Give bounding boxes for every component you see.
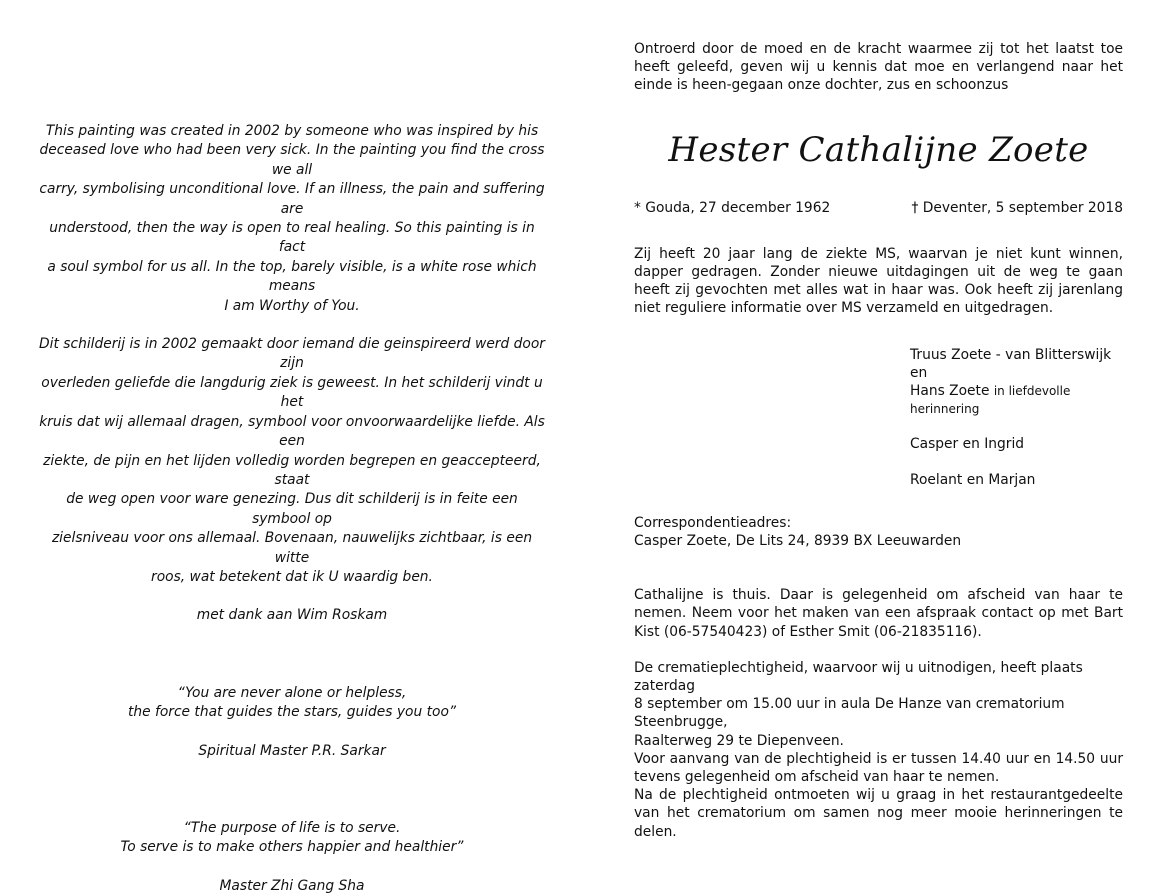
deceased-name: Hester Cathalijne Zoete [668, 129, 1089, 170]
family-signatures [910, 346, 1123, 489]
painting-text-nl-line: overleden geliefde die langdurig ziek is geweest. In het schilderij vindt u het [41, 374, 543, 411]
painting-text-en-line: I am Worthy of You. [224, 297, 360, 314]
family-line-2-name: Hans Zoete [910, 383, 990, 400]
painting-text-nl-line: de weg open voor ware genezing. Dus dit schilderij is in feite een symbool op [66, 491, 518, 527]
ceremony-line: Raalterweg 29 te Diepenveen. [634, 732, 844, 749]
painting-text-nl-line: kruis dat wij allemaal dragen, symbool voor onvoorwaardelijke liefde. Als een [39, 413, 545, 450]
left-page [36, 122, 548, 896]
quote-2-author: Master Zhi Gang Sha [219, 877, 365, 894]
right-page [634, 40, 1123, 841]
bio-paragraph: Zij heeft 20 jaar lang de ziekte MS, waarvan je niet kunt winnen, dapper gedragen. Zonder nieuwe uitdagingen uit de weg te gaan heeft zij gevochten met alles wat in haar was. Ook heeft zij jarenlang niet reguliere informatie over MS verzameld en uitgedragen. [634, 245, 1123, 317]
painting-text-en-line: understood, then the way is open to real healing. So this painting is in fact [49, 220, 535, 256]
quote-1-author: Spiritual Master P.R. Sarkar [198, 742, 386, 759]
home-paragraph: Cathalijne is thuis. Daar is gelegenheid om afscheid van haar te nemen. Neem voor het maken van een afspraak contact op met Bart Kist (06-57540423) of Esther Smit (06-21835116). [634, 587, 1123, 640]
ceremony-line: De crematieplechtigheid, waarvoor wij u uitnodigen, heeft plaats zaterdag [634, 659, 1083, 695]
family-line-2-note: in liefdevolle herinnering [910, 384, 1071, 417]
quote-1-line: “You are never alone or helpless, [177, 684, 407, 701]
correspondence-label: Correspondentieadres: [634, 514, 792, 531]
family-line-1: Truus Zoete - van Blitterswijk en [910, 346, 1112, 381]
dates-row [634, 199, 1123, 217]
ceremony-line: 8 september om 15.00 uur in aula De Hanze van crematorium Steenbrugge, [634, 696, 1065, 731]
painting-text-en-line: carry, symbolising unconditional love. If an illness, the pain and suffering are [39, 181, 545, 217]
family-line-4: Roelant en Marjan [910, 471, 1036, 488]
painting-text-nl-line: ziekte, de pijn en het lijden volledig worden begrepen en geaccepteerd, staat [43, 452, 541, 488]
painting-text-en-line: deceased love who had been very sick. In the painting you find the cross we all [39, 142, 545, 178]
ceremony-paragraph [634, 659, 1123, 750]
intro-paragraph: Ontroerd door de moed en de kracht waarmee zij tot het laatst toe heeft geleefd, geven wij u kennis dat moe en verlangend naar het einde is heen-gegaan onze dochter, zus en schoonzus [634, 41, 1123, 94]
after-paragraph: Na de plechtigheid ontmoeten wij u graag in het restaurantgedeelte van het crematorium om samen nog meer mooie herinneringen te delen. [634, 787, 1123, 840]
farewell-paragraph: Voor aanvang van de plechtigheid is er tussen 14.40 uur en 14.50 uur tevens gelegenheid om afscheid van haar te nemen. [634, 750, 1123, 786]
correspondence-address: Casper Zoete, De Lits 24, 8939 BX Leeuwarden [634, 533, 962, 550]
quote-2-line: To serve is to make others happier and healthier” [120, 839, 464, 856]
correspondence-block [634, 514, 1123, 550]
painting-text-nl-line: Dit schilderij is in 2002 gemaakt door iemand die geinspireerd werd door zijn [39, 336, 545, 372]
painting-text-en-line: This painting was created in 2002 by someone who was inspired by his [45, 123, 539, 139]
family-line [910, 346, 1123, 419]
family-line-3: Casper en Ingrid [910, 436, 1025, 453]
quote-2-line: “The purpose of life is to serve. [183, 819, 401, 836]
quote-1-line: the force that guides the stars, guides you too” [127, 704, 457, 721]
birth-date: * Gouda, 27 december 1962 [634, 199, 831, 216]
death-date: † Deventer, 5 september 2018 [911, 199, 1123, 216]
painting-text-nl-line: roos, wat betekent dat ik U waardig ben. [151, 568, 433, 585]
painting-text-nl-line: zielsniveau voor ons allemaal. Bovenaan, nauwelijks zichtbaar, is een witte [51, 530, 533, 566]
thanks-line: met dank aan Wim Roskam [196, 607, 388, 624]
painting-text-en-line: a soul symbol for us all. In the top, barely visible, is a white rose which means [47, 258, 537, 295]
